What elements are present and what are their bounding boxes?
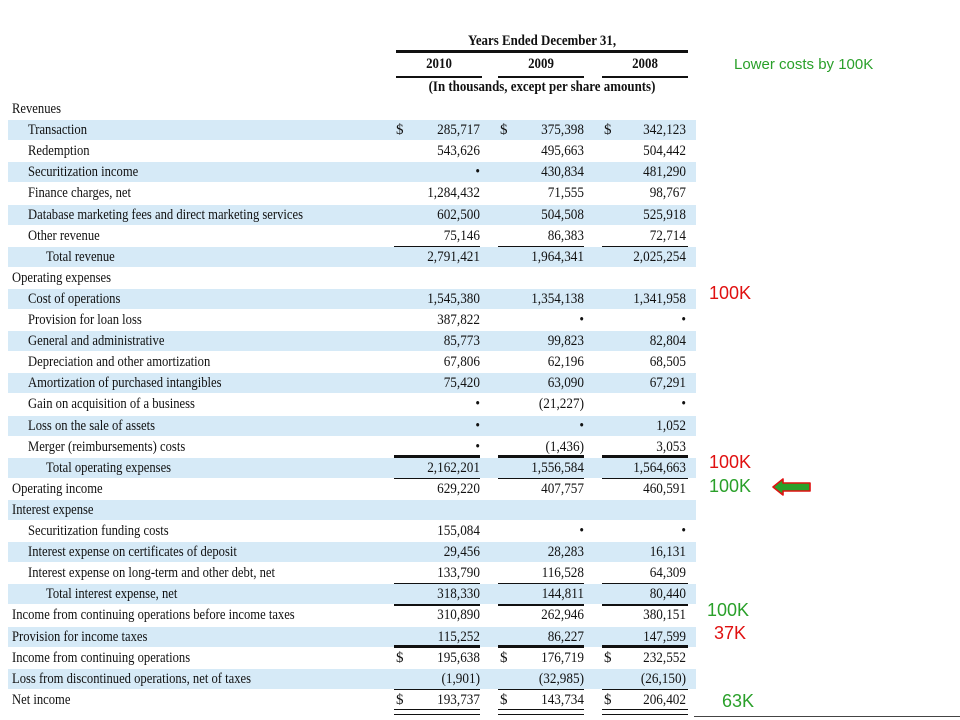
table-row (8, 205, 696, 225)
row-value-2008: • (681, 523, 686, 539)
year-2008: 2008 (632, 56, 658, 72)
row-value-2009: 430,834 (541, 164, 584, 181)
row-value-2008: 147,599 (643, 628, 686, 645)
row-value-2010: • (475, 417, 480, 434)
row-value-2010: 133,790 (437, 565, 480, 582)
row-value-2010: 543,626 (437, 143, 480, 160)
row-label: Database marketing fees and direct marketing services (28, 206, 303, 223)
row-value-2008: 380,151 (643, 607, 686, 624)
total-heavy-rule (394, 645, 480, 648)
total-heavy-rule (394, 455, 480, 458)
table-row (8, 352, 696, 372)
row-label: Depreciation and other amortization (28, 354, 211, 371)
row-value-2009: 407,757 (541, 480, 584, 497)
table-row (8, 99, 696, 119)
table-row (8, 605, 696, 625)
row-label: Merger (reimbursements) costs (28, 438, 186, 455)
total-heavy-rule (602, 645, 688, 648)
row-value-2010: 310,890 (437, 607, 480, 624)
row-value-2008: 342,123 (643, 122, 686, 139)
row-value-2008: 3,053 (656, 438, 686, 455)
row-value-2010: 155,084 (437, 523, 480, 539)
dollar-sign: $ (604, 122, 612, 139)
row-value-2009: (32,985) (538, 670, 584, 687)
row-value-2010: • (475, 438, 480, 455)
row-value-2008: 2,025,254 (633, 248, 686, 265)
row-value-2008: • (681, 396, 686, 413)
row-label: Income from continuing operations before income taxes (12, 607, 295, 624)
row-value-2009: 504,508 (541, 206, 584, 223)
row-value-2008: 72,714 (649, 227, 686, 244)
dollar-sign: $ (396, 649, 404, 666)
row-value-2009: 176,719 (541, 649, 584, 666)
row-value-2009: 1,556,584 (531, 459, 584, 476)
row-value-2008: 80,440 (649, 586, 686, 603)
table-row (8, 690, 696, 710)
year-2009: 2009 (528, 56, 554, 72)
row-value-2008: (26,150) (640, 670, 686, 687)
header-top-rule (396, 50, 688, 53)
table-row (8, 120, 696, 140)
row-value-2009: • (579, 417, 584, 434)
table-row (8, 268, 696, 288)
table-row (8, 162, 696, 182)
row-label: Total operating expenses (46, 459, 172, 476)
row-value-2009: 86,227 (547, 628, 584, 645)
row-value-2010: 318,330 (437, 586, 480, 603)
row-value-2009: 71,555 (547, 185, 584, 202)
table-row (8, 584, 696, 604)
row-label: Interest expense on long-term and other debt, net (28, 565, 276, 582)
row-value-2010: 85,773 (443, 333, 480, 350)
row-value-2008: 1,341,958 (633, 290, 686, 307)
table-row (8, 563, 696, 583)
total-double-rule (394, 709, 480, 715)
row-label: Net income (12, 691, 71, 708)
table-row (8, 458, 696, 478)
row-value-2008: 232,552 (643, 649, 686, 666)
table-row (8, 669, 696, 689)
row-label: Loss from discontinued operations, net of taxes (12, 670, 252, 687)
year-2010: 2010 (426, 56, 452, 72)
row-label: Income from continuing operations (12, 649, 191, 666)
total-double-rule (498, 709, 584, 715)
table-row (8, 289, 696, 309)
row-label: Loss on the sale of assets (28, 417, 156, 434)
row-value-2009: 99,823 (547, 333, 584, 350)
year-underline-2010 (396, 76, 482, 78)
row-value-2010: 75,146 (443, 227, 480, 244)
row-value-2009: 28,283 (547, 544, 584, 561)
row-label: Transaction (28, 122, 88, 139)
row-label: Total revenue (46, 248, 115, 265)
total-heavy-rule (498, 645, 584, 648)
annotation-income-before-taxes: 100K (707, 600, 750, 620)
row-value-2008: 1,052 (656, 417, 686, 434)
row-label: Operating expenses (12, 269, 112, 286)
row-value-2008: 525,918 (643, 206, 686, 223)
row-label: Provision for income taxes (12, 628, 148, 645)
row-label: Securitization income (28, 164, 139, 181)
table-row (8, 394, 696, 414)
row-value-2008: 68,505 (649, 354, 686, 371)
row-value-2008: 82,804 (649, 333, 686, 350)
row-value-2009: (21,227) (538, 396, 584, 413)
row-value-2010: (1,901) (441, 670, 480, 687)
row-value-2010: 1,284,432 (427, 185, 480, 202)
row-value-2008: 98,767 (649, 185, 686, 202)
row-value-2008: 460,591 (643, 480, 686, 497)
dollar-sign: $ (500, 649, 508, 666)
row-label: Total interest expense, net (46, 586, 178, 603)
annotation-provision-for-taxes: 37K (714, 623, 747, 643)
annotation-note: Lower costs by 100K (734, 56, 874, 73)
total-heavy-rule (498, 455, 584, 458)
table-row (8, 500, 696, 520)
annotation-total-operating-expenses: 100K (709, 452, 752, 472)
row-value-2009: (1,436) (545, 438, 584, 455)
table-row (8, 226, 696, 246)
table-row (8, 521, 696, 541)
left-arrow-icon (772, 477, 812, 497)
year-underline-2008 (602, 76, 688, 78)
row-value-2010: 67,806 (443, 354, 480, 371)
bottom-divider (694, 716, 960, 717)
period-title: Years Ended December 31, (467, 33, 617, 49)
table-row (8, 310, 696, 330)
row-label: Interest expense (12, 501, 94, 518)
income-statement (8, 0, 696, 720)
row-value-2009: 375,398 (541, 122, 584, 139)
dollar-sign: $ (500, 691, 508, 708)
row-value-2010: • (475, 164, 480, 181)
row-value-2009: 1,964,341 (531, 248, 584, 265)
row-value-2010: 387,822 (437, 312, 480, 328)
row-label: General and administrative (28, 333, 165, 350)
row-label: Gain on acquisition of a business (28, 396, 195, 413)
row-value-2009: 63,090 (547, 375, 584, 392)
annotation-net-income: 63K (722, 691, 755, 711)
table-row (8, 437, 696, 457)
total-double-rule (602, 709, 688, 715)
row-label: Amortization of purchased intangibles (28, 375, 222, 392)
total-heavy-rule (602, 455, 688, 458)
row-label: Operating income (12, 480, 103, 497)
row-value-2008: 206,402 (643, 691, 686, 708)
table-row (8, 141, 696, 161)
row-value-2010: 195,638 (437, 649, 480, 666)
row-label: Revenues (12, 101, 61, 117)
row-value-2009: 86,383 (547, 227, 584, 244)
table-row (8, 542, 696, 562)
table-row (8, 479, 696, 499)
dollar-sign: $ (396, 691, 404, 708)
row-value-2008: 481,290 (643, 164, 686, 181)
dollar-sign: $ (500, 122, 508, 139)
row-value-2010: 193,737 (437, 691, 480, 708)
row-value-2010: 629,220 (437, 480, 480, 497)
annotation-cost-of-operations: 100K (709, 283, 752, 303)
dollar-sign: $ (604, 691, 612, 708)
row-value-2009: • (579, 312, 584, 328)
row-label: Securitization funding costs (28, 523, 169, 539)
dollar-sign: $ (604, 649, 612, 666)
row-value-2008: 504,442 (643, 143, 686, 160)
row-value-2010: • (475, 396, 480, 413)
row-value-2008: 64,309 (649, 565, 686, 582)
row-value-2008: • (681, 312, 686, 328)
row-value-2009: 144,811 (541, 586, 584, 603)
row-value-2009: 116,528 (541, 565, 584, 582)
dollar-sign: $ (396, 122, 404, 139)
table-row (8, 331, 696, 351)
row-value-2010: 115,252 (437, 628, 480, 645)
row-label: Finance charges, net (28, 185, 131, 202)
row-value-2010: 29,456 (443, 544, 480, 561)
row-value-2009: 1,354,138 (531, 290, 584, 307)
table-row (8, 627, 696, 647)
row-value-2010: 2,162,201 (427, 459, 480, 476)
row-value-2010: 75,420 (443, 375, 480, 392)
row-value-2008: 16,131 (649, 544, 686, 561)
row-value-2010: 602,500 (437, 206, 480, 223)
row-value-2009: • (579, 523, 584, 539)
row-value-2009: 262,946 (541, 607, 584, 624)
row-label: Redemption (28, 143, 90, 160)
row-label: Interest expense on certificates of deposit (28, 544, 237, 561)
annotation-operating-income: 100K (709, 476, 752, 496)
row-label: Other revenue (28, 227, 100, 244)
row-label: Cost of operations (28, 290, 121, 307)
table-row (8, 183, 696, 203)
table-row (8, 648, 696, 668)
row-label: Provision for loan loss (28, 312, 142, 328)
table-row (8, 373, 696, 393)
row-value-2009: 62,196 (547, 354, 584, 371)
row-value-2009: 143,734 (541, 691, 584, 708)
row-value-2010: 285,717 (437, 122, 480, 139)
row-value-2008: 1,564,663 (633, 459, 686, 476)
year-underline-2009 (498, 76, 584, 78)
table-row (8, 247, 696, 267)
row-value-2009: 495,663 (541, 143, 584, 160)
row-value-2008: 67,291 (649, 375, 686, 392)
row-value-2010: 1,545,380 (427, 290, 480, 307)
row-value-2010: 2,791,421 (427, 248, 480, 265)
table-row (8, 416, 696, 436)
units-caption: (In thousands, except per share amounts) (428, 79, 656, 95)
